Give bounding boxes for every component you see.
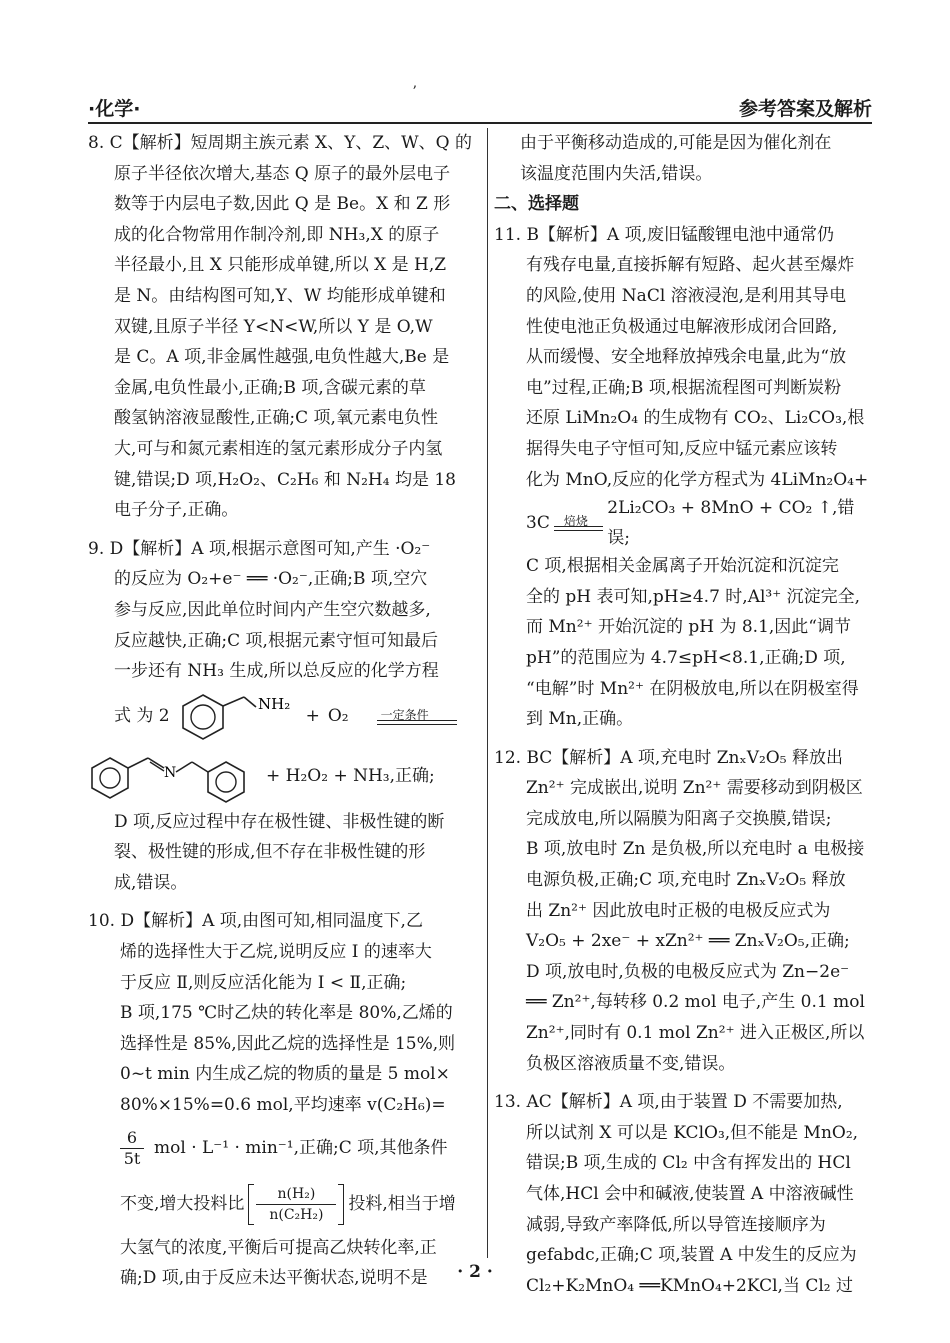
text-line: B 项,175 ℃时乙炔的转化率是 80%,乙烯的	[120, 1003, 453, 1024]
rate-expression	[88, 1121, 484, 1177]
text-line: 气体,HCl 会中和碱液,使装置 A 中溶液碱性	[526, 1184, 854, 1204]
text-line: 的风险,使用 NaCl 溶液浸泡,是利用其导电	[526, 285, 847, 306]
text-line: 到 Mn,正确。	[526, 709, 634, 730]
ratio-suffix: 投料,相当于增	[348, 1194, 456, 1215]
text-line: 错误;B 项,生成的 Cl₂ 中含有挥发出的 HCl	[526, 1153, 851, 1174]
equation-line-2	[88, 747, 484, 807]
text-line: 于反应 Ⅱ,则反应活化能为 Ⅰ < Ⅱ,正确;	[120, 972, 407, 993]
plus-sign: +	[305, 706, 320, 727]
text-line: pH”的范围应为 4.7≤pH<8.1,正确;D 项,	[526, 647, 846, 668]
text-line: 11. B【解析】A 项,废旧锰酸锂电池中通常仍	[494, 224, 835, 245]
text-line: 键,错误;D 项,H₂O₂、C₂H₆ 和 N₂H₄ 均是 18	[114, 469, 457, 490]
text-line: 电源负极,正确;C 项,充电时 ZnₓV₂O₅ 释放	[526, 870, 846, 891]
text-line: 的反应为 O₂+e⁻ ══ ·O₂⁻,正确;B 项,空穴	[114, 569, 428, 590]
text-line: D 项,放电时,负极的电极反应式为 Zn−2e⁻	[526, 961, 850, 982]
text-line: 成,错误。	[114, 872, 188, 893]
text-line: 双键,且原子半径 Y<N<W,所以 Y 是 O,W	[114, 316, 433, 337]
text-line: C 项,根据相关金属离子开始沉淀和沉淀完	[526, 556, 839, 577]
text-line: 该温度范围内失活,错误。	[520, 163, 713, 184]
text-line: 大氢气的浓度,平衡后可提高乙炔转化率,正	[120, 1237, 437, 1258]
equation-prefix: 式 为 2	[114, 706, 170, 727]
text-line: Zn²⁺,同时有 0.1 mol Zn²⁺ 进入正极区,所以	[526, 1023, 865, 1044]
text-line: 由于平衡移动造成的,可能是因为催化剂在	[520, 133, 832, 153]
benzylamine-structure	[178, 689, 298, 745]
page-header	[88, 92, 872, 124]
page-number: · 2 ·	[457, 1262, 493, 1282]
answer-8	[88, 128, 484, 526]
rate-expression-text: mol · L⁻¹ · min⁻¹,正确;C 项,其他条件	[154, 1138, 448, 1159]
text-line: 金属,电负性最小,正确;B 项,含碳元素的草	[114, 377, 426, 398]
section-heading: 二、选择题	[494, 194, 579, 215]
text-line: 反应越快,正确;C 项,根据元素守恒可知最后	[114, 630, 438, 651]
text-line: 10. D【解析】A 项,由图可知,相同温度下,乙	[88, 911, 423, 932]
text-line: 酸氢钠溶液显酸性,正确;C 项,氧元素电负性	[114, 408, 438, 429]
reaction-condition: 一定条件	[380, 707, 429, 722]
roasting-equation	[494, 495, 874, 551]
column-divider	[487, 128, 488, 1258]
oxygen-reactant: O₂	[327, 706, 349, 727]
text-line: 成的化合物常用作制冷剂,即 NH₃,X 的原子	[114, 224, 440, 245]
text-line: 全的 pH 表可知,pH≥4.7 时,Al³⁺ 沉淀完全,	[526, 586, 861, 607]
text-line: 有残存电量,直接拆解有短路、起火甚至爆炸	[526, 255, 855, 276]
ratio-numerator: n(H₂)	[277, 1186, 316, 1203]
text-line: 电子分子,正确。	[114, 500, 239, 521]
answer-9	[88, 534, 484, 899]
answer-12	[494, 743, 874, 1080]
reaction-arrow	[554, 508, 603, 538]
text-line: 裂、极性键的形成,但不存在非极性键的形	[114, 842, 426, 863]
section-label: 参考答案及解析	[738, 98, 872, 120]
text-line: 是 N。由结构图可知,Y、W 均能形成单键和	[114, 285, 446, 306]
text-line: gefabdc,正确;C 项,装置 A 中发生的反应为	[526, 1245, 857, 1266]
text-line: 0~t min 内生成乙烷的物质的量是 5 mol×	[120, 1064, 450, 1085]
left-column	[88, 128, 484, 1294]
text-line: 据得失电子守恒可知,反应中锰元素应该转	[526, 438, 838, 459]
right-column	[494, 128, 874, 1301]
ratio-prefix: 不变,增大投料比	[120, 1194, 245, 1215]
text-line: Zn²⁺ 完成嵌出,说明 Zn²⁺ 需要移动到阴极区	[526, 778, 863, 799]
answer-11	[494, 220, 874, 735]
ratio-bracket	[248, 1184, 344, 1225]
text-line: 出 Zn²⁺ 因此放电时正极的电极反应式为	[526, 900, 831, 921]
text-line: 化为 MnO,反应的化学方程式为 4LiMn₂O₄+	[526, 469, 869, 490]
equation-prefix: 3C	[526, 512, 550, 533]
text-line: 12. BC【解析】A 项,充电时 ZnₓV₂O₅ 释放出	[494, 747, 843, 768]
ratio-expression	[88, 1177, 484, 1233]
nitrogen-label: N	[164, 764, 177, 781]
fraction	[120, 1128, 144, 1169]
text-line: 所以试剂 X 可以是 KClO₃,但不能是 MnO₂,	[526, 1122, 859, 1143]
text-line: 是 C。A 项,非金属性越强,电负性越大,Be 是	[114, 347, 450, 368]
text-line: D 项,反应过程中存在极性键、非极性键的断	[114, 811, 445, 832]
text-line: 性使电池正负极通过电解液形成闭合回路,	[526, 316, 838, 337]
amine-group-label: NH₂	[257, 694, 290, 713]
equation-products: 2Li₂CO₃ + 8MnO + CO₂ ↑,错误;	[607, 497, 855, 549]
text-line: 一步还有 NH₃ 生成,所以总反应的化学方程	[114, 661, 439, 682]
ratio-denominator: n(C₂H₂)	[269, 1207, 324, 1224]
text-line: 80%×15%=0.6 mol,平均速率 v(C₂H₆)=	[120, 1095, 446, 1116]
text-line: 还原 LiMn₂O₄ 的生成物有 CO₂、Li₂CO₃,根	[526, 408, 865, 429]
equation-line-1	[88, 687, 484, 747]
text-line: 电”过程,正确;B 项,根据流程图可判断炭粉	[526, 377, 842, 398]
text-line: 13. AC【解析】A 项,由于装置 D 不需要加热,	[494, 1092, 843, 1113]
text-line: 参与反应,因此单位时间内产生空穴数越多,	[114, 599, 431, 620]
text-line: 从而缓慢、安全地释放掉残余电量,此为“放	[526, 347, 847, 368]
text-line: 烯的选择性大于乙烷,说明反应 Ⅰ 的速率大	[120, 942, 432, 963]
text-line: 而 Mn²⁺ 开始沉淀的 pH 为 8.1,因此“调节	[526, 617, 851, 638]
subject-label: ·化学·	[88, 98, 141, 120]
answer-10	[88, 906, 484, 1293]
text-line: 负极区溶液质量不变,错误。	[526, 1053, 736, 1074]
scan-mark: ʼ	[412, 84, 417, 100]
fraction-numerator: 6	[126, 1128, 138, 1148]
text-line: ══ Zn²⁺,每转移 0.2 mol 电子,产生 0.1 mol	[526, 992, 865, 1013]
text-line: 选择性是 85%,因此乙烷的选择性是 15%,则	[120, 1033, 456, 1054]
text-line: B 项,放电时 Zn 是负极,所以充电时 a 电极接	[526, 839, 865, 860]
text-line: 减弱,导致产率降低,所以导管连接顺序为	[526, 1214, 826, 1235]
text-line: 数等于内层电子数,因此 Q 是 Be。X 和 Z 形	[114, 194, 451, 215]
text-line: Cl₂+K₂MnO₄ ══KMnO₄+2KCl,当 Cl₂ 过	[526, 1275, 854, 1296]
text-line: 半径最小,且 X 只能形成单键,所以 X 是 H,Z	[114, 255, 447, 276]
text-line: 原子半径依次增大,基态 Q 原子的最外层电子	[114, 163, 451, 184]
text-line: “电解”时 Mn²⁺ 在阴极放电,所以在阴极室得	[526, 678, 859, 699]
text-line: 8. C【解析】短周期主族元素 X、Y、Z、W、Q 的	[88, 133, 472, 153]
text-line: 完成放电,所以隔膜为阳离子交换膜,错误;	[526, 808, 832, 829]
reaction-condition: 焙烧	[563, 514, 588, 529]
text-line: 大,可与和氮元素相连的氢元素形成分子内氢	[114, 438, 443, 459]
fraction-denominator: 5t	[123, 1149, 141, 1169]
text-line: 确;D 项,由于反应未达平衡状态,说明不是	[120, 1268, 428, 1289]
text-line: V₂O₅ + 2xe⁻ + xZn²⁺ ══ ZnₓV₂O₅,正确;	[526, 931, 850, 952]
reaction-arrow	[377, 702, 457, 732]
text-line: 9. D【解析】A 项,根据示意图可知,产生 ·O₂⁻	[88, 538, 431, 559]
imine-structure	[88, 748, 258, 806]
equation-tail: + H₂O₂ + NH₃,正确;	[266, 766, 435, 787]
